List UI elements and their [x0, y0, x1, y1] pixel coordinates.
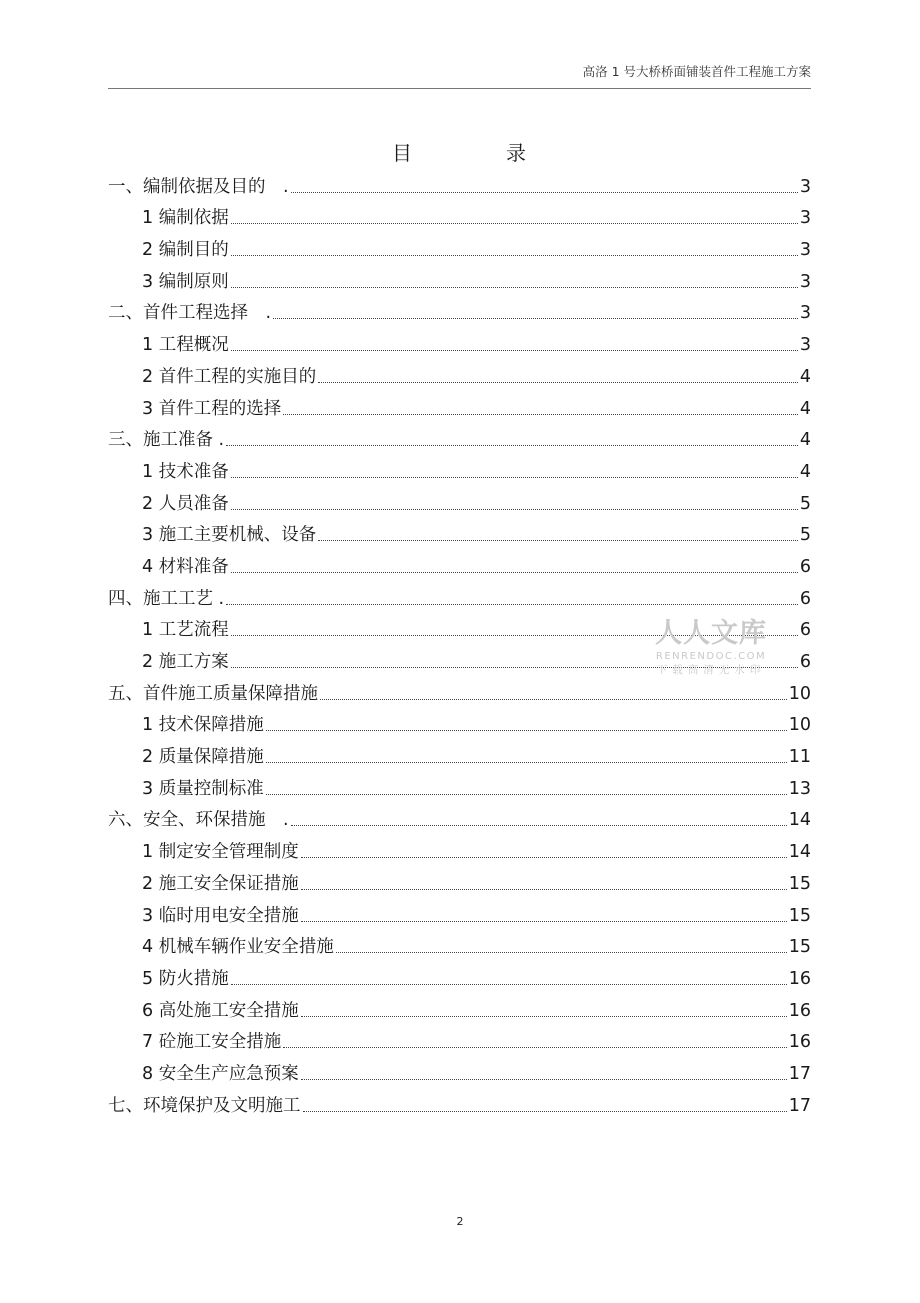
toc-entry-label: 七、环境保护及文明施工	[108, 1095, 301, 1116]
toc-entry[interactable]	[108, 325, 811, 357]
toc-dot-leader	[283, 1047, 787, 1048]
toc-entry-label: 三、施工准备 .	[108, 430, 225, 451]
toc-title-part2: 录	[506, 141, 528, 165]
toc-entry[interactable]	[108, 864, 811, 896]
toc-dot-leader	[231, 477, 798, 478]
toc-dot-leader	[303, 1111, 787, 1112]
toc-entry[interactable]	[108, 1086, 811, 1118]
toc-entry-label: 1 技术保障措施	[142, 715, 264, 736]
toc-entry-label: 5 防火措施	[142, 968, 229, 989]
toc-entry-page: 3	[799, 303, 811, 324]
toc-entry[interactable]	[108, 357, 811, 389]
toc-entry-label: 五、首件施工质量保障措施	[108, 683, 318, 704]
toc-entry[interactable]	[108, 421, 811, 453]
toc-entry-label: 4 机械车辆作业安全措施	[142, 937, 334, 958]
toc-entry-label: 3 施工主要机械、设备	[142, 525, 317, 546]
header-rule	[108, 88, 811, 89]
toc-entry[interactable]	[108, 769, 811, 801]
toc-entry-label: 2 施工安全保证措施	[142, 873, 299, 894]
toc-entry-page: 13	[788, 778, 811, 799]
toc-title-part1: 目	[392, 141, 414, 165]
toc-entry-label: 3 编制原则	[142, 271, 229, 292]
toc-entry[interactable]	[108, 832, 811, 864]
toc-entry-page: 11	[788, 747, 811, 768]
toc-entry-page: 15	[788, 873, 811, 894]
toc-dot-leader	[301, 857, 787, 858]
toc-entry[interactable]	[108, 167, 811, 199]
toc-entry[interactable]	[108, 1054, 811, 1086]
toc-entry-page: 6	[799, 620, 811, 641]
toc-entry-page: 4	[799, 398, 811, 419]
toc-entry-page: 4	[799, 366, 811, 387]
toc-entry[interactable]	[108, 896, 811, 928]
watermark-main: 人人文库	[655, 618, 767, 649]
toc-dot-leader	[231, 984, 787, 985]
toc-title	[0, 137, 920, 166]
toc-entry-page: 10	[788, 683, 811, 704]
toc-dot-leader	[266, 762, 787, 763]
toc-entry-label: 3 临时用电安全措施	[142, 905, 299, 926]
toc-entry[interactable]	[108, 928, 811, 960]
toc-dot-leader	[226, 445, 798, 446]
toc-entry-page: 6	[799, 652, 811, 672]
toc-dot-leader	[231, 572, 798, 573]
toc-entry-label: 3 首件工程的选择	[142, 398, 282, 419]
toc-dot-leader	[231, 287, 798, 288]
toc-dot-leader	[231, 223, 798, 224]
toc-entry-label: 2 施工方案	[142, 652, 229, 672]
toc-entry-label: 二、首件工程选择 .	[108, 303, 272, 324]
toc-entry[interactable]	[108, 294, 811, 326]
toc-dot-leader	[301, 1079, 787, 1080]
toc-dot-leader	[318, 382, 798, 383]
toc-entry-label: 六、安全、环保措施 .	[108, 810, 289, 831]
toc-entry-label: 2 首件工程的实施目的	[142, 366, 317, 387]
toc-dot-leader	[320, 699, 787, 700]
toc-entry-page: 3	[799, 240, 811, 261]
toc-entry-label: 4 材料准备	[142, 556, 229, 577]
toc-dot-leader	[301, 1016, 787, 1017]
toc-entry[interactable]	[108, 674, 811, 706]
toc-entry-page: 3	[799, 271, 811, 292]
toc-entry-page: 16	[788, 1032, 811, 1053]
toc-entry[interactable]	[108, 801, 811, 833]
toc-entry-label: 1 制定安全管理制度	[142, 842, 299, 863]
toc-entry-page: 3	[799, 208, 811, 229]
watermark-url: RENRENDOC.COM	[655, 651, 767, 662]
toc-entry-page: 5	[799, 493, 811, 514]
toc-entry[interactable]	[108, 452, 811, 484]
toc-entry-label: 7 砼施工安全措施	[142, 1032, 282, 1053]
toc-entry[interactable]	[108, 547, 811, 579]
toc-dot-leader	[301, 889, 787, 890]
toc-entry-label: 1 工艺流程	[142, 620, 229, 641]
toc-entry-page: 3	[799, 176, 811, 197]
toc-dot-leader	[273, 318, 798, 319]
toc-entry-page: 6	[799, 588, 811, 609]
toc-entry-label: 3 质量控制标准	[142, 778, 264, 799]
toc-entry-page: 10	[788, 715, 811, 736]
toc-dot-leader	[291, 192, 798, 193]
toc-entry[interactable]	[108, 737, 811, 769]
toc-dot-leader	[301, 921, 787, 922]
toc-entry-label: 2 人员准备	[142, 493, 229, 514]
toc-entry[interactable]	[108, 262, 811, 294]
toc-dot-leader	[291, 825, 787, 826]
toc-entry[interactable]	[108, 991, 811, 1023]
toc-dot-leader	[266, 730, 787, 731]
toc-dot-leader	[266, 794, 787, 795]
toc-entry-label: 8 安全生产应急预案	[142, 1063, 299, 1084]
toc-entry-label: 一、编制依据及目的 .	[108, 176, 289, 197]
toc-entry-page: 5	[799, 525, 811, 546]
toc-entry[interactable]	[108, 484, 811, 516]
toc-entry-page: 17	[788, 1063, 811, 1084]
toc-dot-leader	[231, 350, 798, 351]
running-header: 高洛 1 号大桥桥面铺装首件工程施工方案	[582, 64, 811, 79]
toc-entry-label: 2 编制目的	[142, 240, 229, 261]
page-number: 2	[456, 1215, 464, 1228]
toc-dot-leader	[231, 509, 798, 510]
toc-entry-label: 四、施工工艺 .	[108, 588, 225, 609]
toc-entry[interactable]	[108, 706, 811, 738]
toc-entry-label: 2 质量保障措施	[142, 747, 264, 768]
toc-entry-page: 17	[788, 1095, 811, 1116]
toc-entry-page: 15	[788, 905, 811, 926]
toc-dot-leader	[336, 952, 787, 953]
toc-entry-page: 4	[799, 461, 811, 482]
toc-entry[interactable]	[108, 579, 811, 611]
toc-entry[interactable]	[108, 516, 811, 548]
toc-entry[interactable]	[108, 1023, 811, 1055]
toc-entry-page: 3	[799, 335, 811, 356]
toc-entry-page: 14	[788, 842, 811, 863]
toc-dot-leader	[226, 604, 798, 605]
toc-entry-page: 6	[799, 556, 811, 577]
toc-entry-label: 1 工程概况	[142, 335, 229, 356]
toc-dot-leader	[283, 414, 798, 415]
toc-entry-label: 1 技术准备	[142, 461, 229, 482]
toc-entry-page: 4	[799, 430, 811, 451]
watermark-sub: 下载高清无水印	[656, 664, 766, 676]
toc-entry[interactable]	[108, 199, 811, 231]
toc-dot-leader	[318, 540, 798, 541]
toc-entry[interactable]	[108, 959, 811, 991]
toc-entry-page: 16	[788, 968, 811, 989]
toc-entry-label: 1 编制依据	[142, 208, 229, 229]
toc-entry-page: 15	[788, 937, 811, 958]
watermark	[636, 618, 786, 678]
toc-entry[interactable]	[108, 389, 811, 421]
toc-entry[interactable]	[108, 230, 811, 262]
toc-entry-page: 16	[788, 1000, 811, 1021]
toc-entry-label: 6 高处施工安全措施	[142, 1000, 299, 1021]
toc-entry-page: 14	[788, 810, 811, 831]
toc-dot-leader	[231, 255, 798, 256]
